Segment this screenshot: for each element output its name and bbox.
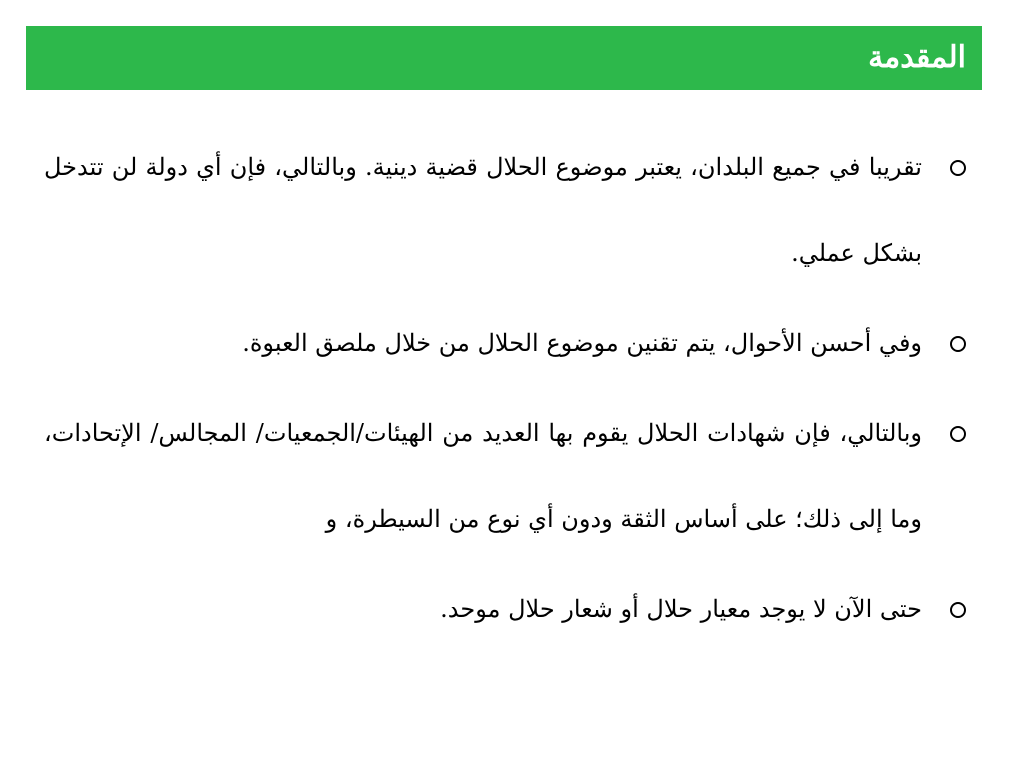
hollow-circle-bullet-icon	[950, 160, 966, 176]
hollow-circle-bullet-icon	[950, 602, 966, 618]
bullet-list	[44, 124, 974, 656]
bullet-item	[44, 124, 974, 296]
bullet-text: تقريبا في جميع البلدان، يعتبر موضوع الحلال قضية دينية. وبالتالي، فإن أي دولة لن تتدخل بشكل عملي.	[44, 153, 922, 267]
hollow-circle-bullet-icon	[950, 336, 966, 352]
slide-title: المقدمة	[868, 40, 966, 75]
title-bar	[26, 26, 982, 90]
hollow-circle-bullet-icon	[950, 426, 966, 442]
bullet-text: وبالتالي، فإن شهادات الحلال يقوم بها العديد من الهيئات/الجمعيات/ المجالس/ الإتحادات، وما إلى ذلك؛ على أساس الثقة ودون أي نوع من السيطرة، و	[44, 419, 922, 533]
bullet-text: حتى الآن لا يوجد معيار حلال أو شعار حلال موحد.	[440, 595, 922, 623]
bullet-item	[44, 300, 974, 386]
bullet-text: وفي أحسن الأحوال، يتم تقنين موضوع الحلال من خلال ملصق العبوة.	[242, 329, 922, 357]
bullet-item	[44, 566, 974, 652]
bullet-item	[44, 390, 974, 562]
